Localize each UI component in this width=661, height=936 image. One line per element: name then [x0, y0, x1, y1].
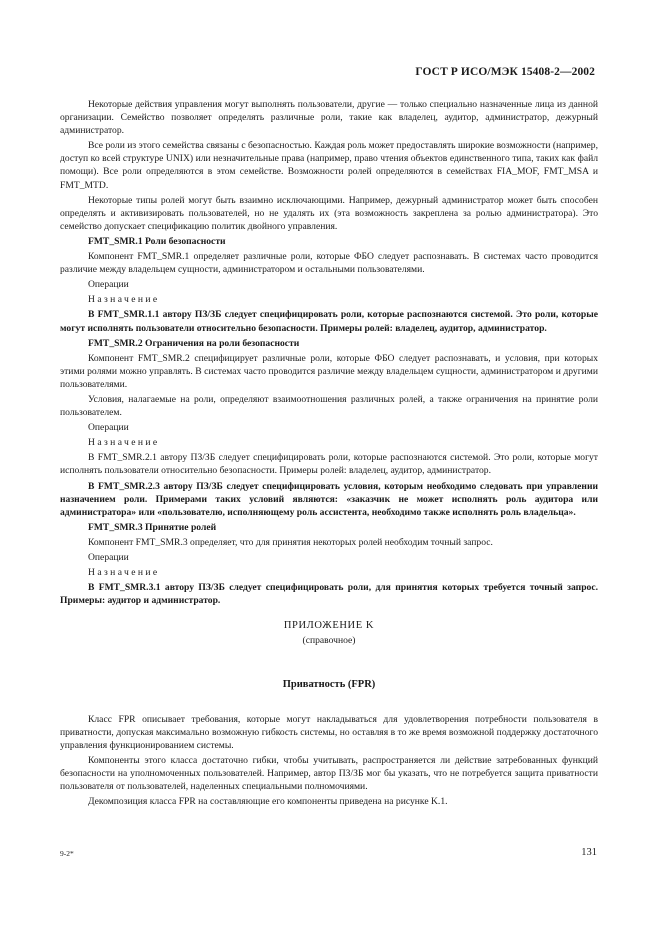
paragraph: Некоторые типы ролей могут быть взаимно исключающими. Например, дежурный администратор может быть способен определять и активизировать пользователей, но не удалять их (эта возможность закреплена за ролью администратора). Это семейство допускает спецификацию политик двойного управления.: [60, 194, 598, 232]
paragraph: Компонент FMT_SMR.3 определяет, что для принятия некоторых ролей необходим точный запрос.: [88, 536, 493, 548]
page-body: [60, 98, 598, 810]
paragraph: Компоненты этого класса достаточно гибки, чтобы учитывать, распространяется ли действие затребованных функций безопасности на уполномоченных пользователей. Например, автор ПЗ/ЗБ мог бы указать, что не потребуется защита приватности пользователя от пользователей, наделенных специальными полномочиями.: [60, 754, 598, 793]
paragraph: Компонент FMT_SMR.2 специфицирует различные роли, которые ФБО следует распознавать, и условия, при которых этими ролями можно управлять. В системах часто проводится различие между владельцем сущности, администратором и другими пользователями.: [60, 352, 598, 390]
assignment-label: Назначение: [88, 294, 160, 306]
section-heading-smr2: FMT_SMR.2 Ограничения на роли безопасности: [88, 337, 300, 349]
paragraph-bold: В FMT_SMR.2.3 автору ПЗ/ЗБ следует специфицировать условия, которым необходимо следовать при управлении назначением роли. Примерами таких условий являются: «заказчик не может исполнять роль аудитора или администратора» или «пользователю, исполняющему роль ассистента, необходимо также исполнять роль владельца».: [60, 480, 598, 518]
paragraph: В FMT_SMR.2.1 автору ПЗ/ЗБ следует специфицировать роли, которые распознаются системой. Это роли, которые могут исполнять пользователи относительно безопасности. Примеры ролей: владелец, аудитор, администратор.: [60, 452, 598, 477]
operations-label: Операции: [88, 422, 129, 434]
assignment-label: Назначение: [88, 437, 160, 449]
paragraph: Условия, налагаемые на роли, определяют взаимоотношения различных ролей, а также ограничения на принятие роли пользователем.: [60, 393, 598, 419]
paragraph: Класс FPR описывает требования, которые могут накладываться для удовлетворения потребности пользователя в приватности, допуская максимально возможную гибкость системы, но оставляя в то же время возможной поддержку достаточного управления функционированием системы.: [60, 713, 598, 751]
operations-label: Операции: [88, 552, 129, 563]
appendix-subheading: (справочное): [302, 635, 356, 647]
section-heading-smr1: FMT_SMR.1 Роли безопасности: [88, 235, 226, 247]
paragraph: Некоторые действия управления могут выполнять пользователи, другие — только специально назначенные лица из данной организации. Семейство позволяет определять различные роли, такие как владелец, аудитор, администратор, дежурный администратор.: [60, 99, 598, 137]
assignment-label: Назначение: [88, 567, 160, 579]
paragraph-bold: В FMT_SMR.1.1 автору ПЗ/ЗБ следует специфицировать роли, которые распознаются системой. Это роли, которые могут исполнять пользователи относительно безопасности. Примеры ролей: владелец, аудитор, администратор.: [60, 309, 598, 334]
paragraph: Компонент FMT_SMR.1 определяет различные роли, которые ФБО следует распознавать. В системах часто проводится различие между владельцем сущности, администратором и остальными пользователями.: [60, 251, 598, 276]
appendix-heading: ПРИЛОЖЕНИЕ K: [283, 620, 375, 632]
paragraph-bold: В FMT_SMR.3.1 автору ПЗ/ЗБ следует специфицировать роли, для принятия которых требуется точный запрос. Примеры: аудитор и администратор.: [60, 582, 598, 607]
paragraph: Все роли из этого семейства связаны с безопасностью. Каждая роль может предоставлять широкие возможности (например, доступ ко всей структуре UNIX) или незначительные права (например, право чтения объектов единственного типа, таких как файл помощи). Все роли определяются в этом семействе. Возможности ролей определяются в семействах FIA_MOF, FMT_MSA и FMT_MTD.: [60, 140, 598, 191]
page-number: 131: [581, 847, 597, 858]
operations-label: Операции: [88, 279, 129, 291]
paragraph: Декомпозиция класса FPR на составляющие его компоненты приведена на рисунке K.1.: [88, 796, 448, 808]
appendix-title: Приватность (FPR): [282, 678, 376, 690]
section-heading-smr3: FMT_SMR.3 Принятие ролей: [88, 521, 217, 533]
printer-signature: 9-2*: [60, 849, 74, 858]
document-header: ГОСТ Р ИСО/МЭК 15408-2—2002: [415, 66, 595, 78]
